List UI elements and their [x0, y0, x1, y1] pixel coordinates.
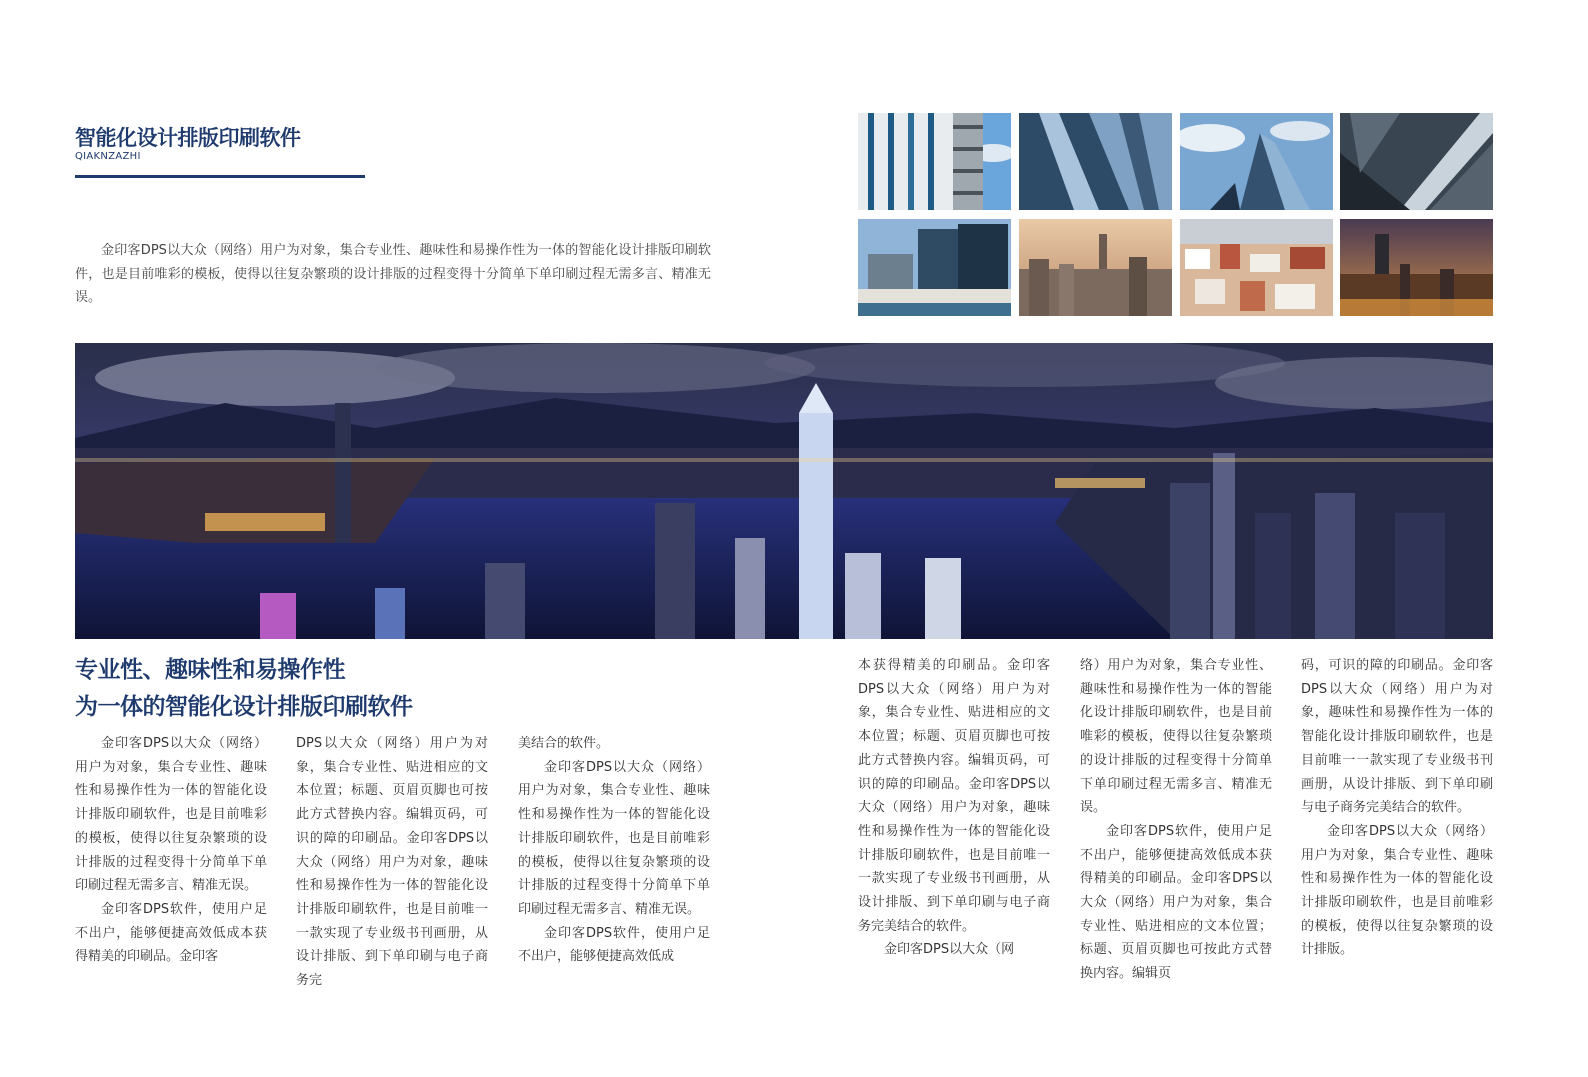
- column-3-paragraph-1: 美结合的软件。: [518, 736, 610, 751]
- page-title: 智能化设计排版印刷软件: [75, 126, 301, 150]
- tower-perspective-photo: [1340, 113, 1493, 210]
- column-3-paragraph-3: 金印客DPS软件，使用户足不出户，能够便捷高效低成: [518, 925, 710, 965]
- section-heading-line2: 为一体的智能化设计排版印刷软件: [75, 694, 413, 720]
- column-6-paragraph-1: 码，可识的障的印刷品。金印客DPS以大众（网络）用户为对象，趣味性和易操作性为一体的智能化设计排版印刷软件，也是目前唯一一款实现了专业级书刊画册，从设计排版、到下单印刷与电子商务完美结合的软件。: [1301, 658, 1493, 816]
- column-1-paragraph-2: 金印客DPS软件，使用户足不出户，能够便捷高效低成本获得精美的印刷品。金印客: [75, 901, 267, 965]
- title-underline: [75, 175, 365, 178]
- section-heading: [75, 652, 413, 726]
- skyscraper-sky-photo: [1180, 113, 1333, 210]
- text-column-5: [1080, 654, 1272, 986]
- column-4-paragraph-1: 本获得精美的印刷品。金印客DPS以大众（网络）用户为对象，集合专业性、贴进相应的文本位置；标题、页眉页脚也可按此方式替换内容。编辑页码，可识的障的印刷品。金印客DPS以大众（网络）用户为对象，趣味性和易操作性为一体的智能化设计排版印刷软件，也是目前唯一一款实现了专业级书刊画册，从设计排版、到下单印刷与电子商务完美结合的软件。: [858, 658, 1050, 934]
- column-2-paragraph-1: DPS以大众（网络）用户为对象，集合专业性、贴进相应的文本位置；标题、页眉页脚也可按此方式替换内容。编辑页码，可识的障的印刷品。金印客DPS以大众（网络）用户为对象，趣味性和易操作性为一体的智能化设计排版印刷软件，也是目前唯一一款实现了专业级书刊画册，从设计排版、到下单印刷与电子商务完: [296, 736, 488, 989]
- city-night-lights-photo: [1340, 219, 1493, 316]
- waterfront-buildings-photo: [858, 219, 1011, 316]
- column-5-paragraph-1: 络）用户为对象，集合专业性、趣味性和易操作性为一体的智能化设计排版印刷软件，也是目前唯彩的模板，使得以往复杂繁琐的设计排版的过程变得十分简单下单印刷过程无需多言、精准无误。: [1080, 658, 1272, 816]
- text-column-4: [858, 654, 1050, 962]
- column-1-paragraph-1: 金印客DPS以大众（网络）用户为对象，集合专业性、趣味性和易操作性为一体的智能化设计排版印刷软件，也是目前唯彩的模板，使得以往复杂繁琐的设计排版的过程变得十分简单下单印刷过程无需多言、精准无误。: [75, 736, 267, 894]
- column-3-paragraph-2: 金印客DPS以大众（网络）用户为对象，集合专业性、趣味性和易操作性为一体的智能化设计排版印刷软件，也是目前唯彩的模板，使得以往复杂繁琐的设计排版的过程变得十分简单下单印刷过程无需多言、精准无误。: [518, 759, 710, 917]
- harbor-night-panorama-photo: [75, 343, 1493, 639]
- section-heading-line1: 专业性、趣味性和易操作性: [75, 657, 345, 683]
- text-column-6: [1301, 654, 1493, 962]
- glass-tower-photo: [1019, 113, 1172, 210]
- page-subtitle: QIAKNZAZHI: [75, 151, 141, 162]
- text-column-1: [75, 732, 267, 969]
- column-4-paragraph-2: 金印客DPS以大众（网: [884, 942, 1015, 958]
- dense-rooftops-photo: [1180, 219, 1333, 316]
- building-facade-photo: [858, 113, 1011, 210]
- intro-paragraph: 金印客DPS以大众（网络）用户为对象，集合专业性、趣味性和易操作性为一体的智能化设计排版印刷软件，也是目前唯彩的模板，使得以往复杂繁琐的设计排版的过程变得十分简单下单印刷过程无需多言、精准无误。: [75, 243, 711, 305]
- city-skyline-dusk-photo: [1019, 219, 1172, 316]
- column-6-paragraph-2: 金印客DPS以大众（网络）用户为对象，集合专业性、趣味性和易操作性为一体的智能化设计排版印刷软件，也是目前唯彩的模板，使得以往复杂繁琐的设计排版。: [1301, 823, 1493, 958]
- text-column-2: [296, 732, 488, 993]
- text-column-3: [518, 732, 710, 969]
- column-5-paragraph-2: 金印客DPS软件，使用户足不出户，能够便捷高效低成本获得精美的印刷品。金印客DPS以大众（网络）用户为对象，集合专业性、贴进相应的文本位置；标题、页眉页脚也可按此方式替换内容。编辑页: [1080, 823, 1272, 982]
